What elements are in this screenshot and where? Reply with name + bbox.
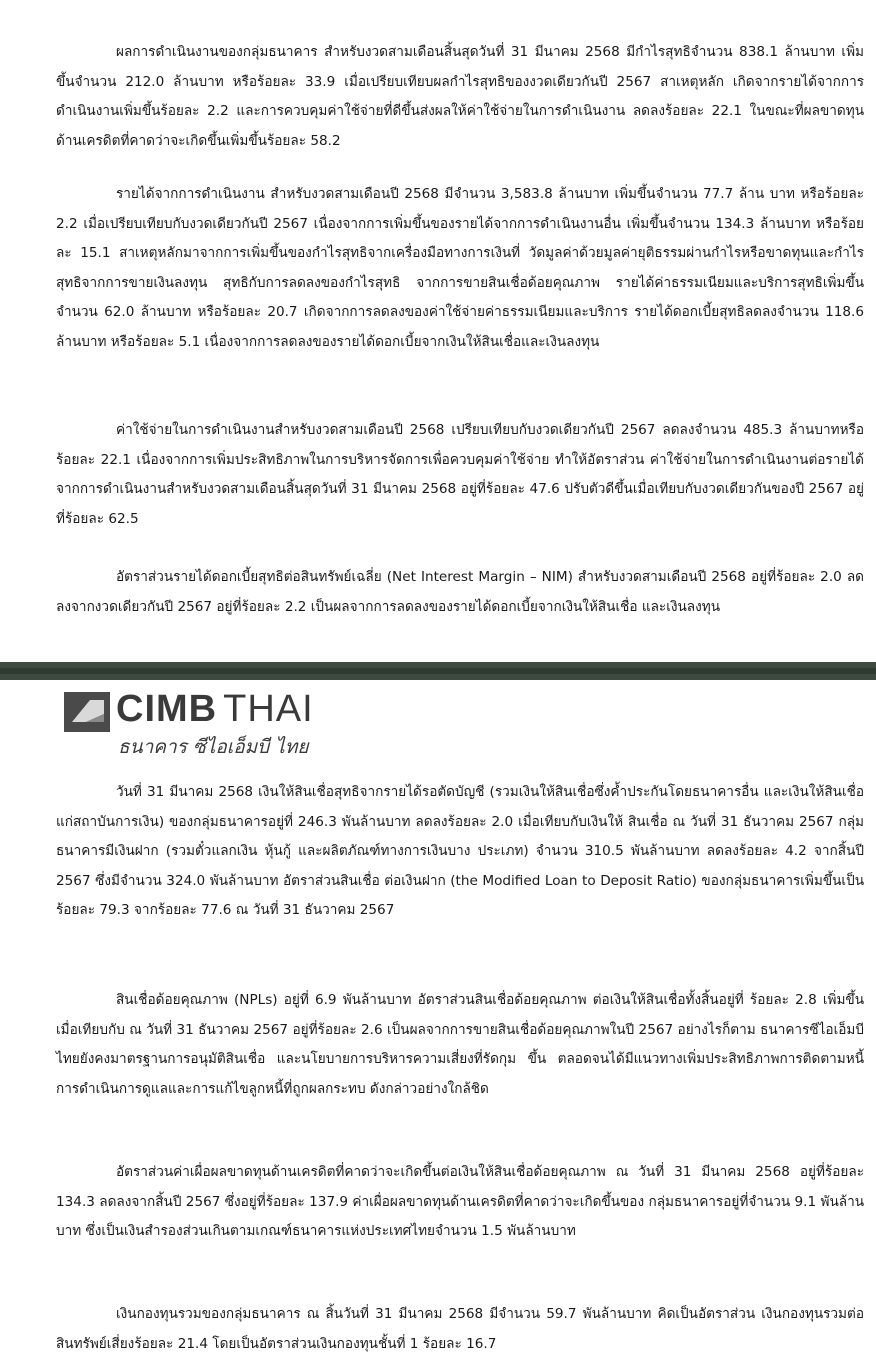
- logo-wordmark: CIMB THAI: [116, 688, 314, 730]
- paragraph-npls: สินเชื่อด้อยคุณภาพ (NPLs) อยู่ที่ 6.9 พันล้านบาท อัตราส่วนสินเชื่อด้อยคุณภาพ ต่อเงินให้สินเชื่อทั้งสิ้นอยู่ที่ ร้อยละ 2.8 เพิ่มขึ้นเมื่อเทียบกับ ณ วันที่ 31 ธันวาคม 2567 อยู่ที่ร้อยละ 2.6 เป็นผลจากการขายสินเชื่อด้อยคุณภาพในปี 2567 อย่างไรก็ตาม ธนาคารซีไอเอ็มบีไทยยังคงมาตรฐานการอนุมัติสินเชื่อ และนโยบายการบริหารความเสี่ยงที่รัดกุม ขึ้น ตลอดจนได้มีแนวทางเพิ่มประสิทธิภาพการติดตามหนี้ การดำเนินการดูแลและการแก้ไขลูกหนี้ที่ถูกผลกระทบ ดังกล่าวอย่างใกล้ชิด: [56, 992, 864, 1097]
- paragraph-nim: อัตราส่วนรายได้ดอกเบี้ยสุทธิต่อสินทรัพย์เฉลี่ย (Net Interest Margin – NIM) สำหรับงวดสามเดือนปี 2568 อยู่ที่ร้อยละ 2.0 ลดลงจากงวดเดียวกันปี 2567 อยู่ที่ร้อยละ 2.2 เป็นผลจากการลดลงของรายได้ดอกเบี้ยจากเงินให้สินเชื่อ และเงินลงทุน: [56, 569, 864, 615]
- paragraph-capital: เงินกองทุนรวมของกลุ่มธนาคาร ณ สิ้นวันที่ 31 มีนาคม 2568 มีจำนวน 59.7 พันล้านบาท คิดเป็นอัตราส่วน เงินกองทุนรวมต่อสินทรัพย์เสี่ยงร้อยละ 21.4 โดยเป็นอัตราส่วนเงินกองทุนชั้นที่ 1 ร้อยละ 16.7: [56, 1306, 864, 1352]
- paragraph-coverage-ratio: อัตราส่วนค่าเผื่อผลขาดทุนด้านเครดิตที่คาดว่าจะเกิดขึ้นต่อเงินให้สินเชื่อด้อยคุณภาพ ณ วันที่ 31 มีนาคม 2568 อยู่ที่ร้อยละ 134.3 ลดลงจากสิ้นปี 2567 ซึ่งอยู่ที่ร้อยละ 137.9 ค่าเผื่อผลขาดทุนด้านเครดิตที่คาดว่าจะเกิดขึ้นของ กลุ่มธนาคารอยู่ที่จำนวน 9.1 พันล้านบาท ซึ่งเป็นเงินสำรองส่วนเกินตามเกณฑ์ธนาคารแห่งประเทศไทยจำนวน 1.5 พันล้านบาท: [56, 1164, 864, 1239]
- paragraph-net-profit: ผลการดำเนินงานของกลุ่มธนาคาร สำหรับงวดสามเดือนสิ้นสุดวันที่ 31 มีนาคม 2568 มีกำไรสุทธิจำนวน 838.1 ล้านบาท เพิ่มขึ้นจำนวน 212.0 ล้านบาท หรือร้อยละ 33.9 เมื่อเปรียบเทียบผลกำไรสุทธิของงวดเดียวกันปี 2567 สาเหตุหลัก เกิดจากรายได้จากการดำเนินงานเพิ่มขึ้นร้อยละ 2.2 และการควบคุมค่าใช้จ่ายที่ดีขึ้นส่งผลให้ค่าใช้จ่ายในการดำเนินงาน ลดลงร้อยละ 22.1 ในขณะที่ผลขาดทุนด้านเครดิตที่คาดว่าจะเกิดขึ้นเพิ่มขึ้นร้อยละ 58.2: [56, 44, 864, 149]
- paragraph-loans-deposits: วันที่ 31 มีนาคม 2568 เงินให้สินเชื่อสุทธิจากรายได้รอตัดบัญชี (รวมเงินให้สินเชื่อซึ่งค้ำประกันโดยธนาคารอื่น และเงินให้สินเชื่อแก่สถาบันการเงิน) ของกลุ่มธนาคารอยู่ที่ 246.3 พันล้านบาท ลดลงร้อยละ 2.0 เมื่อเทียบกับเงินให้ สินเชื่อ ณ วันที่ 31 ธันวาคม 2567 กลุ่มธนาคารมีเงินฝาก (รวมตั๋วแลกเงิน หุ้นกู้ และผลิตภัณฑ์ทางการเงินบาง ประเภท) จำนวน 310.5 พันล้านบาท ลดลงร้อยละ 4.2 จากสิ้นปี 2567 ซึ่งมีจำนวน 324.0 พันล้านบาท อัตราส่วนสินเชื่อ ต่อเงินฝาก (the Modified Loan to Deposit Ratio) ของกลุ่มธนาคารเพิ่มขึ้นเป็นร้อยละ 79.3 จากร้อยละ 77.6 ณ วันที่ 31 ธันวาคม 2567: [56, 784, 864, 918]
- paragraph-operating-income: รายได้จากการดำเนินงาน สำหรับงวดสามเดือนปี 2568 มีจำนวน 3,583.8 ล้านบาท เพิ่มขึ้นจำนวน 77.7 ล้าน บาท หรือร้อยละ 2.2 เมื่อเปรียบเทียบกับงวดเดียวกันปี 2567 เนื่องจากการเพิ่มขึ้นของรายได้จากการดำเนินงานอื่น เพิ่มขึ้นจำนวน 134.3 ล้านบาท หรือร้อยละ 15.1 สาเหตุหลักมาจากการเพิ่มขึ้นของกำไรสุทธิจากเครื่องมือทางการเงินที่ วัดมูลค่าด้วยมูลค่ายุติธรรมผ่านกำไรหรือขาดทุนและกำไรสุทธิจากการขายเงินลงทุน สุทธิกับการลดลงของกำไรสุทธิ จากการขายสินเชื่อด้อยคุณภาพ รายได้ค่าธรรมเนียมและบริการสุทธิเพิ่มขึ้นจำนวน 62.0 ล้านบาท หรือร้อยละ 20.7 เกิดจากการลดลงของค่าใช้จ่ายค่าธรรมเนียมและบริการ รายได้ดอกเบี้ยสุทธิลดลงจำนวน 118.6 ล้านบาท หรือร้อยละ 5.1 เนื่องจากการลดลงของรายได้ดอกเบี้ยจากเงินให้สินเชื่อและเงินลงทุน: [56, 186, 864, 350]
- page-divider: [0, 662, 876, 680]
- logo-thai-subtitle: ธนาคาร ซีไอเอ็มบี ไทย: [118, 736, 309, 758]
- cimb-chevron-logo-icon: [64, 692, 110, 736]
- report-page-2: [0, 680, 876, 1364]
- paragraph-operating-expenses: ค่าใช้จ่ายในการดำเนินงานสำหรับงวดสามเดือนปี 2568 เปรียบเทียบกับงวดเดียวกันปี 2567 ลดลงจำนวน 485.3 ล้านบาทหรือร้อยละ 22.1 เนื่องจากการเพิ่มประสิทธิภาพในการบริหารจัดการเพื่อควบคุมค่าใช้จ่าย ทำให้อัตราส่วน ค่าใช้จ่ายในการดำเนินงานต่อรายได้จากการดำเนินงานสำหรับงวดสามเดือนสิ้นสุดวันที่ 31 มีนาคม 2568 อยู่ที่ร้อยละ 47.6 ปรับตัวดีขึ้นเมื่อเทียบกับงวดเดียวกันของปี 2567 อยู่ที่ร้อยละ 62.5: [56, 422, 864, 527]
- report-page-1: [0, 0, 876, 662]
- cimb-thai-logo: [64, 688, 394, 762]
